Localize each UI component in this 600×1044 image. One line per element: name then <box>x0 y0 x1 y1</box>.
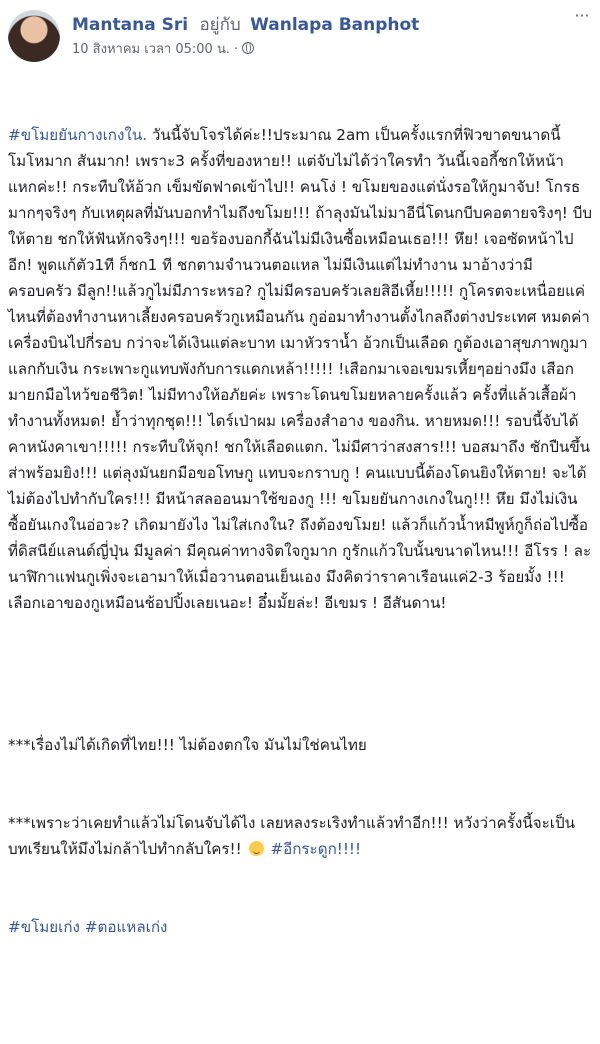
meta-separator: · <box>233 42 239 57</box>
post-timestamp[interactable]: 10 สิงหาคม เวลา 05:00 น. <box>72 42 230 57</box>
post-header <box>8 6 592 62</box>
tagged-friend-link[interactable]: Wanlapa Banphot <box>250 15 420 35</box>
post-main-text: วันนี้จับโจรได้ค่ะ!!ประมาณ 2am เป็นครั้งแรกที่ฟิวขาดขนาดนี้ โมโหมาก สันมาก! เพราะ3 ครั้งที่ของหาย!! แต่จับไม่ได้ว่าใครทำ วันนี้เจอกี้ชกให้หน้าแหกค่ะ!! กระทืบให้อ้วก เข็มขัดฟาดเข้าไป!! คนโง่ ! ขโมยของแต่นั่งรอให้กูมาจับ! โกรธมากๆจริงๆ กับเหตุผลที่มันบอกทำไมถึงขโมย!!! ถ้าลุงมันไม่มาอีนี่โดนกบีบคอตายจริงๆ! บีบให้ตาย ชกให้ฟันหักจริงๆ!!! ขอร้องบอกกี้ฉันไม่มีเงินซื้อเหมือนเธอ!!! หึย! เจอซัดหน้าไปอีก! พูดแก้ตัว1ที ก็ชก1 ที ชกตามจำนวนตอแหล ไม่มีเงินแต่ไม่ทำงาน มาอ้างว่ามีครอบครัว มีลูก!!แล้วกูไม่มีภาระหรอ? กูไม่มีครอบครัวเลยสิอีเหี้ย!!!!! กูโครตจะเหนื่อยแค่ไหนที่ต้องทำงานหาเลี้ยงครอบครัวกูเหมือนกัน กูอ่อมาทำงานตั้งไกลถึงต่างประเทศ หมดค่าเครื่องบินไปกี่รอบ กว่าจะได้เงินแต่ละบาท เมาหัวราน้ำ อ้วกเป็นเลือด กูต้องเอาสุขภาพกูมาแลกกับเงิน กระเพาะกูแทบพังกับการแดกเหล้า!!!!! !เสือกมาเจอเขมรเหี้ยๆอย่างมึง เสือกมายกมือไหว้ขอชีวิต! ไม่มีทางให้อภัยค่ะ เพราะโดนขโมยหลายครั้งแล้ว ครั้งที่แล้วเสื้อผ้าทำงานทั้งหมด! ย้ำว่าทุกชุด!!! ไดร์เป่าผม เครื่องสำอาง ของกิน. หายหมด!!! รอบนี้จับได้คาหนังคาเขา!!!!! กระทืบให้จุก! ชกให้เลือดแตก. ไม่มีศาว่าสงสาร!!! บอสมาถึง ชักปืนขึ้นส่าพร้อมยิง!!! แต่ลุงมันยกมือขอโทษกู แทบจะกราบกู ! คนแบบนี้ต้องโดนยิงให้ตาย! จะได้ไม่ต้องไปทำกับใคร!!! มีหน้าสลออนมาใช้ของกู !!! ขโมยยันกางเกงในกู!!! หึย มึงไม่เงินซื้อยันเกงในอ่อวะ? เกิดมายังไง ไม่ใส่เกงใน? ถึงต้องขโมย! แล้วก็แก้วน้ำหมีพูห์กูก็ถ่อไปซื้อที่ดิสนีย์แลนด์ญี่ปุ่น มีมูลค่า มีคุณค่าทางจิตใจกูมาก กูรักแก้วใบนั้นขนาดไหน!!! อีโรร ! ละนาฬิกาแฟนกูเพิ่งจะเอามาให้เมื่อวานตอนเย็นเอง มึงคิดว่าราคาเรือนแค่2-3 ร้อยมั้ง !!! เลือกเอาของกูเหมือนช้อปปิ้งเลยเนอะ! อึ๋มมั้ยล่ะ! อีเขมร ! อีสันดาน! <box>8 126 592 612</box>
post-body <box>8 70 592 1044</box>
globe-icon[interactable] <box>242 42 254 54</box>
with-text: อยู่กับ <box>199 15 241 35</box>
note-line-2 <box>8 810 592 862</box>
hashtag-link-2[interactable]: #ตอแหลเก่ง <box>84 918 168 936</box>
author-name-link[interactable]: Mantana Sri <box>72 15 189 35</box>
post-notes <box>8 680 592 992</box>
note-line-text: ***เพราะว่าเคยทำแล้วไม่โดนจับได้ไง เลยหลงระเริงทำแล้วทำอีก!!! หวังว่าครั้งนี้จะเป็นบทเรียนให้มึงไม่กล้าไปทำกลับใคร!! <box>8 814 575 858</box>
wink-emoji-icon <box>249 841 264 856</box>
more-options-icon[interactable]: ··· <box>574 6 590 25</box>
post-meta <box>72 41 254 59</box>
bottom-hashtags <box>8 914 592 940</box>
post-main-paragraph <box>8 122 592 616</box>
author-line <box>72 14 419 36</box>
author-avatar[interactable] <box>8 10 60 62</box>
hashtag-link-1[interactable]: #ขโมยเก่ง <box>8 918 80 936</box>
hashtag-link-bone[interactable]: #อีกระดูก!!!! <box>270 840 362 858</box>
hashtag-link[interactable]: #ขโมยยันกางเกงใน. <box>8 126 148 144</box>
note-line: ***เรื่องไม่ได้เกิดที่ไทย!!! ไม่ต้องตกใจ มันไม่ใช่คนไทย <box>8 736 367 754</box>
